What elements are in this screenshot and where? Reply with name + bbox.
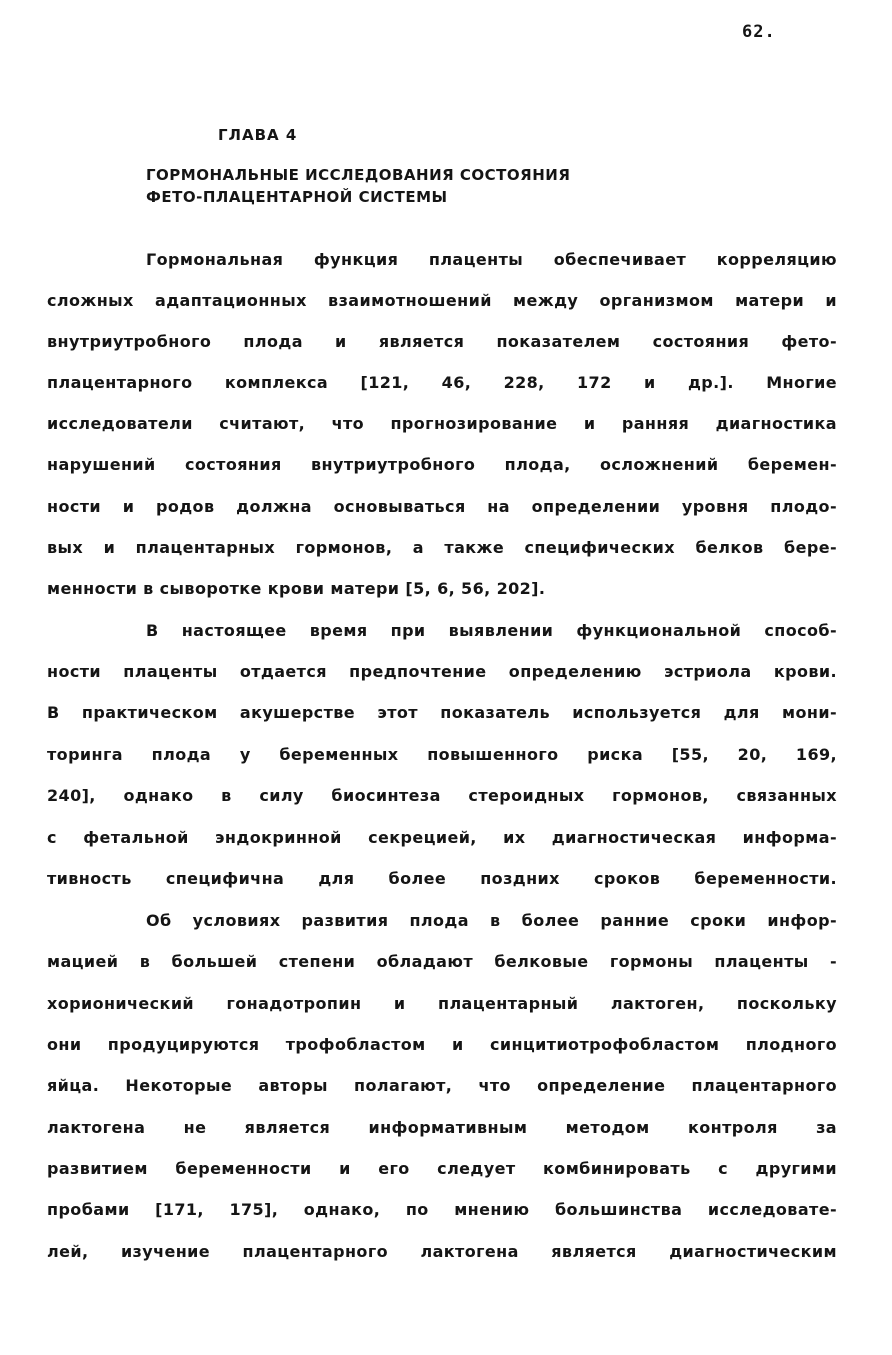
chapter-title-line-2: ФЕТО-ПЛАЦЕНТАРНОЙ СИСТЕМЫ <box>146 188 448 206</box>
text-line: тивность специфична для более поздних сроков беременности. <box>47 869 837 888</box>
text-line: ности плаценты отдается предпочтение определению эстриола крови. <box>47 662 837 681</box>
text-line: Гормональная функция плаценты обеспечивает корреляцию <box>146 250 837 269</box>
text-line: с фетальной эндокринной секрецией, их диагностическая информа- <box>47 828 837 847</box>
text-line: вых и плацентарных гормонов, а также специфических белков бере- <box>47 538 837 557</box>
text-line: мацией в большей степени обладают белковые гормоны плаценты - <box>47 952 837 971</box>
text-line: ности и родов должна основываться на определении уровня плодо- <box>47 497 837 516</box>
text-line: внутриутробного плода и является показателем состояния фето- <box>47 332 837 351</box>
text-line: В практическом акушерстве этот показатель используется для мони- <box>47 703 837 722</box>
text-line: Об условиях развития плода в более ранние сроки инфор- <box>146 911 837 930</box>
text-line: лей, изучение плацентарного лактогена является диагностическим <box>47 1242 837 1261</box>
text-line: торинга плода у беременных повышенного риска [55, 20, 169, <box>47 745 837 764</box>
text-line: менности в сыворотке крови матери [5, 6, 56, 202]. <box>47 579 546 598</box>
text-line: хорионический гонадотропин и плацентарный лактоген, поскольку <box>47 994 837 1013</box>
chapter-title-line-1: ГОРМОНАЛЬНЫЕ ИССЛЕДОВАНИЯ СОСТОЯНИЯ <box>146 166 571 184</box>
page-number: 62. <box>742 22 776 42</box>
text-line: лактогена не является информативным методом контроля за <box>47 1118 837 1137</box>
text-line: нарушений состояния внутриутробного плода, осложнений беремен- <box>47 455 837 474</box>
text-line: яйца. Некоторые авторы полагают, что определение плацентарного <box>47 1076 837 1095</box>
chapter-heading: ГЛАВА 4 <box>218 126 298 144</box>
text-line: пробами [171, 175], однако, по мнению большинства исследовате- <box>47 1200 837 1219</box>
text-line: плацентарного комплекса [121, 46, 228, 172 и др.]. Многие <box>47 373 837 392</box>
text-line: сложных адаптационных взаимотношений между организмом матери и <box>47 291 837 310</box>
text-line: они продуцируются трофобластом и синцитиотрофобластом плодного <box>47 1035 837 1054</box>
text-line: развитием беременности и его следует комбинировать с другими <box>47 1159 837 1178</box>
text-line: В настоящее время при выявлении функциональной способ- <box>146 621 837 640</box>
text-line: 240], однако в силу биосинтеза стероидных гормонов, связанных <box>47 786 837 805</box>
text-line: исследователи считают, что прогнозирование и ранняя диагностика <box>47 414 837 433</box>
